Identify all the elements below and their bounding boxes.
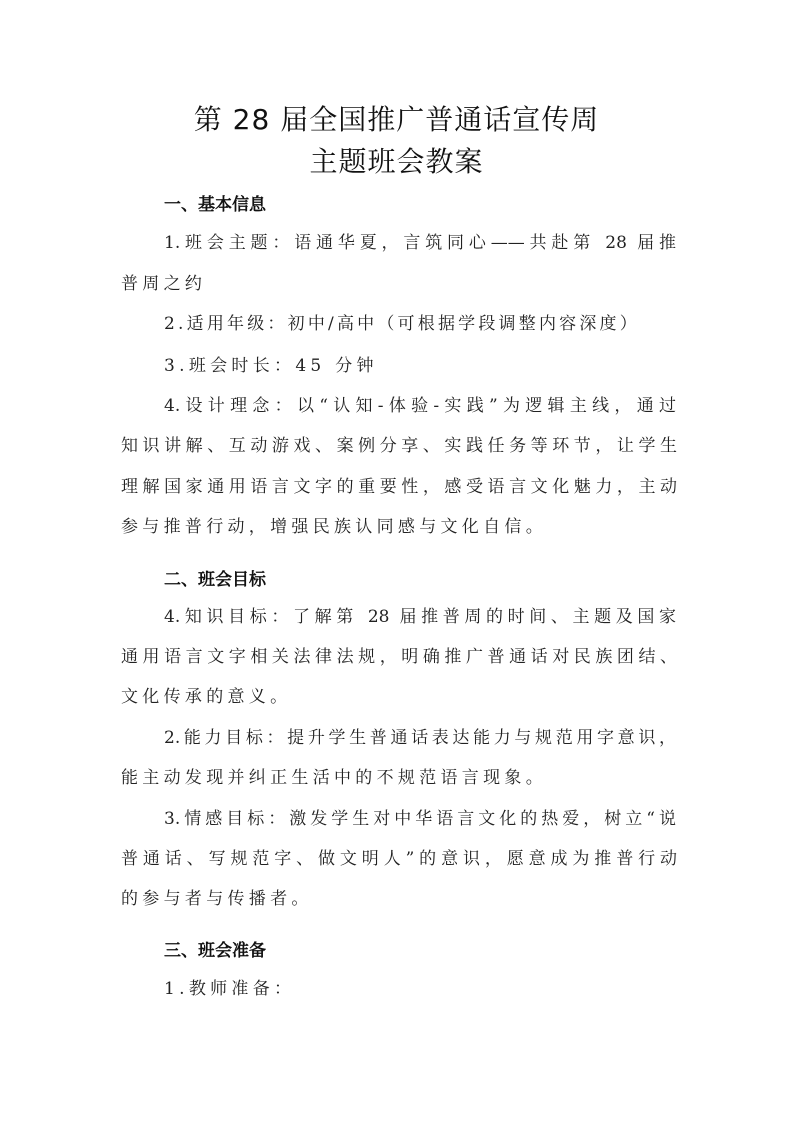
paragraph-line: 知识讲解、互动游戏、案例分享、实践任务等环节，让学生 [121,436,677,456]
paragraph-line: 能主动发现并纠正生活中的不规范语言现象。 [121,768,547,788]
paragraph-line: 理解国家通用语言文字的重要性，感受语言文化魅力，主动 [121,477,677,497]
paragraph-line: 参与推普行动，增强民族认同感与文化自信。 [121,517,547,537]
paragraph-line: 普通话、写规范字、做文明人”的意识，愿意成为推普行动 [121,849,677,869]
section-heading-basic-info: 一、基本信息 [164,195,266,215]
paragraph-line: 2.适用年级：初中/高中（可根据学段调整内容深度） [164,314,640,334]
paragraph-line: 文化传承的意义。 [121,687,292,707]
paragraph-line: 3.班会时长：45 分钟 [164,356,378,376]
paragraph-line: 2.能力目标：提升学生普通话表达能力与规范用字意识， [164,728,676,748]
paragraph-line: 的参与者与传播者。 [121,889,313,909]
paragraph-line: 4.设计理念：以“认知-体验-实践”为逻辑主线，通过 [164,396,676,416]
paragraph-line: 1.班会主题：语通华夏，言筑同心——共赴第 28 届推 [164,233,676,253]
section-heading-preparation: 三、班会准备 [164,941,266,961]
paragraph-line: 4.知识目标：了解第 28 届推普周的时间、主题及国家 [164,607,676,627]
paragraph-line: 3.情感目标：激发学生对中华语言文化的热爱，树立“说 [164,809,676,829]
paragraph-line: 1.教师准备： [164,979,296,999]
document-title-line-2: 主题班会教案 [309,145,484,178]
section-heading-goals: 二、班会目标 [164,570,266,590]
document-title-line-1: 第 28 届全国推广普通话宣传周 [193,103,600,136]
paragraph-line: 通用语言文字相关法律法规，明确推广普通话对民族团结、 [121,647,677,667]
paragraph-line: 普周之约 [121,274,207,294]
